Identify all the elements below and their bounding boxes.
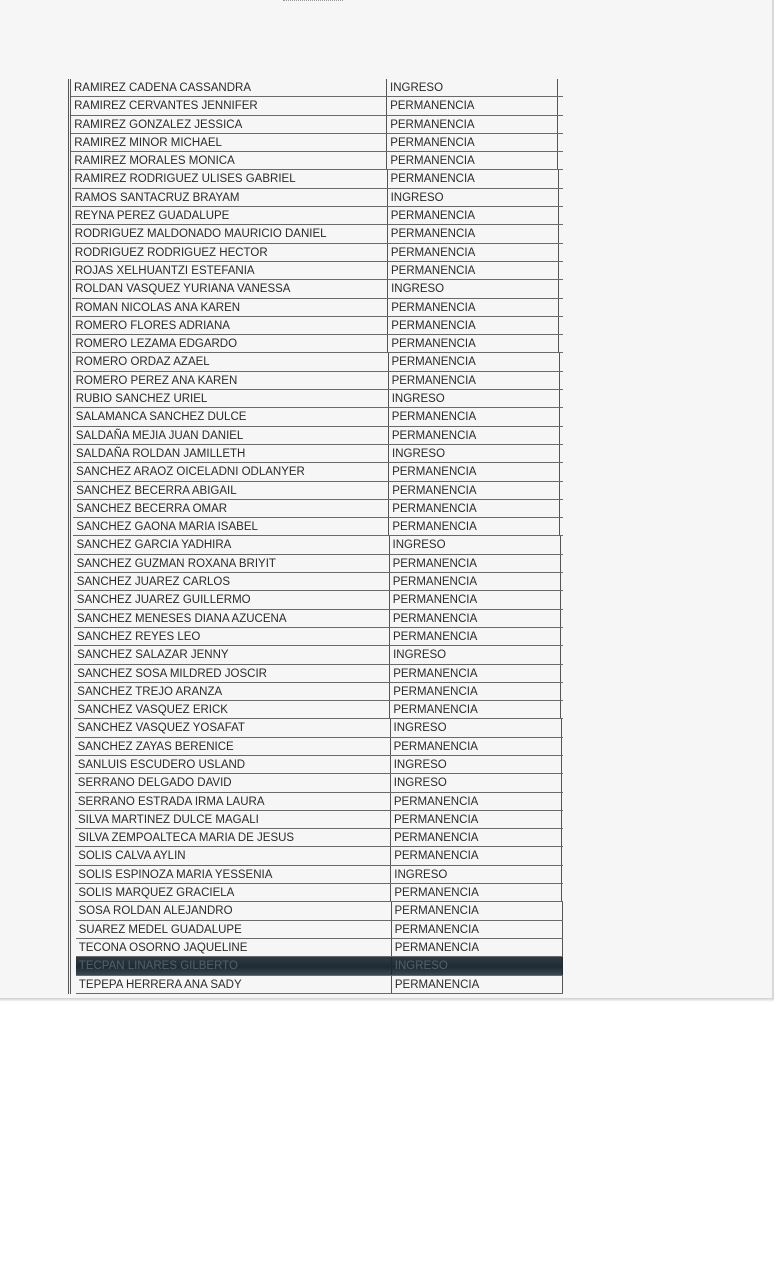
table-row	[72, 262, 563, 280]
student-name-cell: SANCHEZ JUAREZ CARLOS	[74, 573, 390, 590]
student-name-cell: SANCHEZ SALAZAR JENNY	[74, 646, 390, 663]
status-cell: INGRESO	[392, 957, 563, 974]
table-row	[72, 244, 563, 262]
table-row	[75, 866, 563, 884]
student-name-cell: SANCHEZ JUAREZ GUILLERMO	[74, 591, 390, 608]
table-row	[72, 299, 563, 317]
table-row	[75, 719, 563, 737]
status-cell: PERMANENCIA	[388, 225, 559, 242]
status-cell: PERMANENCIA	[389, 372, 560, 389]
status-cell: INGRESO	[391, 866, 562, 883]
table-row	[72, 189, 563, 207]
status-cell: PERMANENCIA	[391, 847, 562, 864]
status-cell: PERMANENCIA	[389, 482, 560, 499]
table-row	[74, 610, 563, 628]
student-name-cell: SOLIS MARQUEZ GRACIELA	[75, 884, 391, 901]
table-row	[71, 116, 563, 134]
table-row	[75, 829, 563, 847]
status-cell: PERMANENCIA	[389, 463, 560, 480]
student-name-cell: RODRIGUEZ MALDONADO MAURICIO DANIEL	[72, 225, 388, 242]
student-name-cell: SALDAÑA MEJIA JUAN DANIEL	[73, 427, 389, 444]
status-cell: PERMANENCIA	[391, 829, 562, 846]
table-row	[71, 152, 563, 170]
table-row	[75, 793, 563, 811]
student-name-cell: ROMERO PEREZ ANA KAREN	[73, 372, 389, 389]
status-cell: PERMANENCIA	[389, 353, 560, 370]
table-row	[73, 372, 563, 390]
table-row	[72, 335, 563, 353]
table-row	[73, 463, 563, 481]
table-row	[74, 646, 563, 664]
status-cell: PERMANENCIA	[388, 170, 559, 187]
status-cell: PERMANENCIA	[390, 701, 561, 718]
student-name-cell: SILVA MARTINEZ DULCE MAGALI	[75, 811, 391, 828]
status-cell: PERMANENCIA	[389, 427, 560, 444]
student-name-cell: SANLUIS ESCUDERO USLAND	[75, 756, 391, 773]
student-name-cell: RUBIO SANCHEZ URIEL	[73, 390, 389, 407]
table-row	[75, 756, 563, 774]
student-name-cell: ROJAS XELHUANTZI ESTEFANIA	[72, 262, 388, 279]
status-cell: PERMANENCIA	[391, 884, 562, 901]
table-row	[74, 591, 563, 609]
table-row	[73, 500, 563, 518]
status-cell: INGRESO	[388, 189, 559, 206]
table-row	[74, 683, 563, 701]
status-cell: INGRESO	[390, 646, 561, 663]
student-name-cell: SALDAÑA ROLDAN JAMILLETH	[73, 445, 389, 462]
status-cell: PERMANENCIA	[392, 902, 563, 919]
status-cell: PERMANENCIA	[387, 116, 558, 133]
student-name-cell: RAMIREZ GONZALEZ JESSICA	[71, 116, 387, 133]
table-row	[74, 536, 563, 554]
student-name-cell: TECPAN LINARES GILBERTO	[76, 957, 392, 974]
status-cell: PERMANENCIA	[391, 738, 562, 755]
student-name-cell: SERRANO DELGADO DAVID	[75, 774, 391, 791]
status-cell: PERMANENCIA	[387, 134, 558, 151]
student-name-cell: SILVA ZEMPOALTECA MARIA DE JESUS	[75, 829, 391, 846]
table-row	[74, 555, 563, 573]
student-name-cell: SOLIS ESPINOZA MARIA YESSENIA	[75, 866, 391, 883]
status-cell: INGRESO	[390, 536, 561, 553]
status-cell: PERMANENCIA	[390, 610, 561, 627]
status-cell: PERMANENCIA	[392, 976, 563, 993]
student-name-cell: ROMERO FLORES ADRIANA	[72, 317, 388, 334]
status-cell: PERMANENCIA	[390, 591, 561, 608]
table-row	[73, 445, 563, 463]
status-cell: PERMANENCIA	[388, 299, 559, 316]
status-cell: PERMANENCIA	[390, 665, 561, 682]
student-name-cell: RAMIREZ MORALES MONICA	[71, 152, 387, 169]
student-name-cell: SANCHEZ REYES LEO	[74, 628, 390, 645]
student-name-cell: SALAMANCA SANCHEZ DULCE	[73, 408, 389, 425]
status-cell: PERMANENCIA	[389, 408, 560, 425]
status-cell: PERMANENCIA	[390, 573, 561, 590]
status-cell: INGRESO	[388, 280, 559, 297]
student-status-table	[68, 79, 563, 994]
student-name-cell: SANCHEZ SOSA MILDRED JOSCIR	[74, 665, 390, 682]
table-row	[72, 225, 563, 243]
status-cell: PERMANENCIA	[392, 921, 563, 938]
student-name-cell: SERRANO ESTRADA IRMA LAURA	[75, 793, 391, 810]
table-row	[76, 921, 563, 939]
student-name-cell: SANCHEZ VASQUEZ YOSAFAT	[75, 719, 391, 736]
table-row	[76, 939, 563, 957]
status-cell: PERMANENCIA	[390, 628, 561, 645]
student-name-cell: RAMIREZ CADENA CASSANDRA	[71, 79, 387, 96]
student-name-cell: SANCHEZ GARCIA YADHIRA	[74, 536, 390, 553]
student-name-cell: RAMOS SANTACRUZ BRAYAM	[72, 189, 388, 206]
page-edge	[0, 998, 774, 1002]
status-cell: INGRESO	[391, 756, 562, 773]
table-row	[71, 97, 563, 115]
status-cell: PERMANENCIA	[388, 207, 559, 224]
student-name-cell: SANCHEZ BECERRA ABIGAIL	[73, 482, 389, 499]
student-name-cell: TEPEPA HERRERA ANA SADY	[76, 976, 392, 993]
student-name-cell: SUAREZ MEDEL GUADALUPE	[76, 921, 392, 938]
student-name-cell: SOSA ROLDAN ALEJANDRO	[76, 902, 392, 919]
student-name-cell: SANCHEZ TREJO ARANZA	[74, 683, 390, 700]
status-cell: PERMANENCIA	[389, 500, 560, 517]
scan-mark	[283, 0, 343, 4]
status-cell: INGRESO	[389, 390, 560, 407]
table-row	[76, 976, 563, 994]
table-row	[72, 170, 563, 188]
table-row	[75, 738, 563, 756]
student-name-cell: SANCHEZ GAONA MARIA ISABEL	[73, 518, 389, 535]
table-row	[73, 390, 563, 408]
student-name-cell: SOLIS CALVA AYLIN	[75, 847, 391, 864]
student-name-cell: ROMAN NICOLAS ANA KAREN	[72, 299, 388, 316]
status-cell: PERMANENCIA	[390, 555, 561, 572]
student-name-cell: SANCHEZ MENESES DIANA AZUCENA	[74, 610, 390, 627]
table-row	[71, 134, 563, 152]
student-name-cell: RAMIREZ MINOR MICHAEL	[71, 134, 387, 151]
student-name-cell: SANCHEZ ARAOZ OICELADNI ODLANYER	[73, 463, 389, 480]
status-cell: PERMANENCIA	[388, 317, 559, 334]
status-cell: PERMANENCIA	[391, 811, 562, 828]
student-name-cell: SANCHEZ ZAYAS BERENICE	[75, 738, 391, 755]
student-name-cell: RODRIGUEZ RODRIGUEZ HECTOR	[72, 244, 388, 261]
table-row	[73, 427, 563, 445]
status-cell: PERMANENCIA	[392, 939, 563, 956]
table-row	[73, 408, 563, 426]
status-cell: PERMANENCIA	[387, 97, 558, 114]
table-row	[75, 811, 563, 829]
status-cell: INGRESO	[391, 719, 562, 736]
table-row	[74, 701, 563, 719]
student-name-cell: ROLDAN VASQUEZ YURIANA VANESSA	[72, 280, 388, 297]
table-row	[75, 774, 563, 792]
table-row	[74, 628, 563, 646]
table-row	[72, 280, 563, 298]
table-row	[73, 353, 563, 371]
table-row	[74, 665, 563, 683]
status-cell: INGRESO	[387, 79, 558, 96]
table-row	[71, 79, 563, 97]
status-cell: PERMANENCIA	[388, 335, 559, 352]
status-cell: INGRESO	[389, 445, 560, 462]
table-row	[76, 957, 563, 975]
table-row	[75, 884, 563, 902]
student-name-cell: SANCHEZ BECERRA OMAR	[73, 500, 389, 517]
table-row	[72, 317, 563, 335]
table-row	[74, 573, 563, 591]
table-row	[76, 902, 563, 920]
table-row	[73, 482, 563, 500]
student-name-cell: ROMERO ORDAZ AZAEL	[73, 353, 389, 370]
table-row	[73, 518, 563, 536]
student-name-cell: SANCHEZ GUZMAN ROXANA BRIYIT	[74, 555, 390, 572]
table-row	[75, 847, 563, 865]
table-row	[72, 207, 563, 225]
status-cell: PERMANENCIA	[388, 262, 559, 279]
status-cell: PERMANENCIA	[390, 683, 561, 700]
student-name-cell: ROMERO LEZAMA EDGARDO	[72, 335, 388, 352]
status-cell: PERMANENCIA	[389, 518, 560, 535]
status-cell: PERMANENCIA	[391, 793, 562, 810]
status-cell: PERMANENCIA	[388, 244, 559, 261]
student-name-cell: REYNA PEREZ GUADALUPE	[72, 207, 388, 224]
student-name-cell: RAMIREZ CERVANTES JENNIFER	[71, 97, 387, 114]
student-name-cell: SANCHEZ VASQUEZ ERICK	[74, 701, 390, 718]
student-name-cell: TECONA OSORNO JAQUELINE	[76, 939, 392, 956]
student-name-cell: RAMIREZ RODRIGUEZ ULISES GABRIEL	[72, 170, 388, 187]
status-cell: PERMANENCIA	[387, 152, 558, 169]
status-cell: INGRESO	[391, 774, 562, 791]
